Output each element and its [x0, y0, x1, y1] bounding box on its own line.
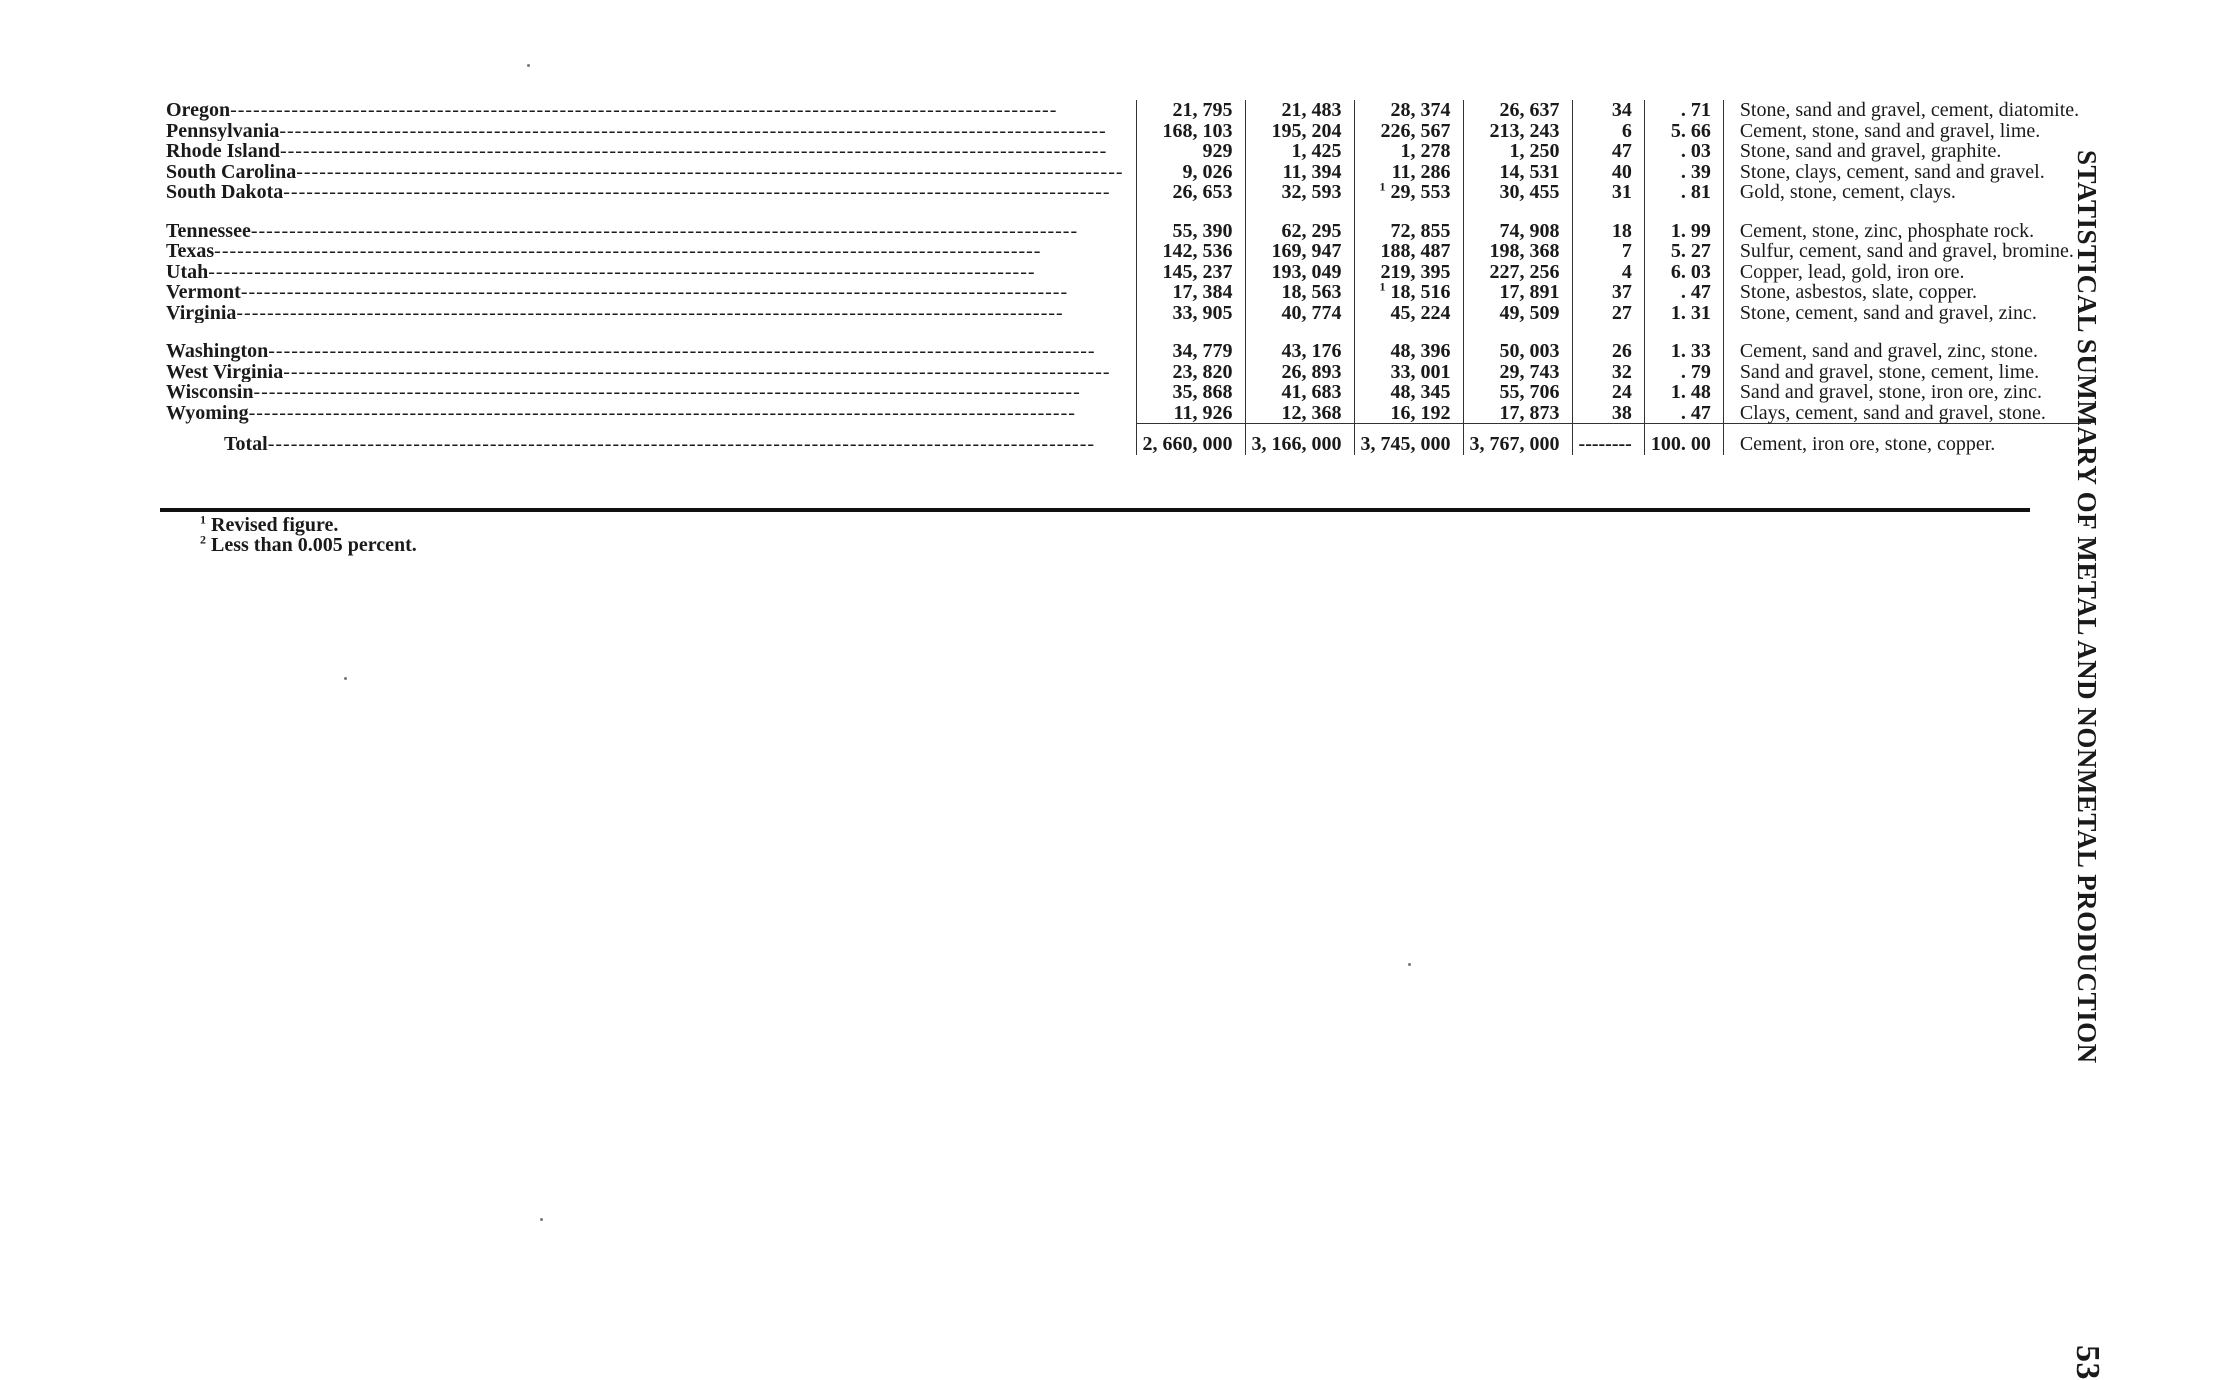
footnote-mark: 2: [200, 532, 206, 547]
principal-products-cell: [1723, 182, 2091, 203]
value-col-2-value: 195, 204: [1271, 119, 1342, 142]
state-production-table: [160, 100, 2091, 455]
value-col-3-value: 72, 855: [1390, 219, 1451, 242]
value-col-2: [1245, 424, 1354, 455]
value-col-3: [1354, 403, 1463, 424]
rank-cell: [1572, 121, 1644, 142]
spacer-cell: [1463, 323, 1572, 341]
value-col-3: [1354, 100, 1463, 121]
state-name: Vermont: [166, 282, 241, 303]
value-col-4: [1463, 182, 1572, 203]
percent-cell: [1644, 341, 1723, 362]
principal-products: Cement, stone, zinc, phosphate rock.: [1739, 219, 2035, 242]
value-col-4: [1463, 221, 1572, 242]
principal-products: Cement, iron ore, stone, copper.: [1739, 433, 1996, 455]
value-col-2: [1245, 362, 1354, 383]
value-col-1: [1136, 100, 1245, 121]
value-col-3: [1354, 341, 1463, 362]
value-col-3: [1354, 362, 1463, 383]
state-name-cell: [160, 362, 1136, 383]
spacer-cell: [1644, 323, 1723, 341]
value-col-3: [1354, 121, 1463, 142]
principal-products: Gold, stone, cement, clays.: [1739, 181, 1956, 203]
percent-cell: [1644, 141, 1723, 162]
percent-cell-value: 6. 03: [1670, 260, 1711, 283]
value-col-4: [1463, 262, 1572, 283]
value-col-4: [1463, 282, 1572, 303]
principal-products-cell: [1723, 241, 2091, 262]
principal-products: Cement, stone, sand and gravel, lime.: [1739, 119, 2041, 142]
percent-cell-value: 100. 00: [1650, 433, 1711, 455]
value-col-4: [1463, 341, 1572, 362]
state-name: Wisconsin: [166, 382, 254, 403]
state-name-cell: [160, 424, 1136, 455]
percent-cell: [1644, 382, 1723, 403]
footnote-ref: 1: [1379, 179, 1386, 194]
state-name-cell: [160, 282, 1136, 303]
table-row: [160, 262, 2091, 283]
value-col-2: [1245, 241, 1354, 262]
principal-products-cell: [1723, 362, 2091, 383]
value-col-1-value: 142, 536: [1162, 240, 1233, 262]
value-col-2-value: 11, 394: [1282, 160, 1342, 183]
state-name-cell: [160, 341, 1136, 362]
rank-cell-value: 7: [1621, 240, 1632, 262]
value-col-1: [1136, 121, 1245, 142]
principal-products: Stone, sand and gravel, cement, diatomite.: [1739, 99, 2080, 121]
group-spacer: [160, 323, 2091, 341]
principal-products-cell: [1723, 100, 2091, 121]
value-col-1-value: 168, 103: [1162, 119, 1233, 142]
percent-cell-value: 1. 48: [1670, 381, 1711, 403]
value-col-4-value: 198, 368: [1489, 240, 1560, 262]
value-col-4-value: 3, 767, 000: [1469, 433, 1560, 455]
value-col-3-value: 18, 516: [1390, 281, 1451, 303]
value-col-4: [1463, 162, 1572, 183]
principal-products-cell: [1723, 341, 2091, 362]
value-col-1: [1136, 362, 1245, 383]
value-col-4: [1463, 241, 1572, 262]
rank-cell-value: 37: [1611, 281, 1632, 303]
table-row: [160, 141, 2091, 162]
rank-cell-value: 47: [1611, 140, 1632, 162]
running-head: [2065, 150, 2109, 1380]
state-name-cell: [160, 262, 1136, 283]
value-col-3-value: 11, 286: [1391, 160, 1451, 183]
value-col-3-value: 45, 224: [1390, 301, 1451, 324]
value-col-3-value: 1, 278: [1400, 140, 1451, 162]
value-col-4-value: 17, 873: [1499, 401, 1560, 424]
percent-cell-value: 1. 99: [1670, 219, 1711, 242]
value-col-1-value: 11, 926: [1173, 401, 1233, 424]
value-col-3-value: 28, 374: [1390, 99, 1451, 121]
value-col-2-value: 26, 893: [1281, 360, 1342, 383]
rank-cell: [1572, 403, 1644, 424]
rank-cell-value: 34: [1611, 99, 1632, 121]
principal-products-cell: [1723, 121, 2091, 142]
value-col-2: [1245, 262, 1354, 283]
state-name-cell: [160, 241, 1136, 262]
value-col-1: [1136, 341, 1245, 362]
value-col-1: [1136, 221, 1245, 242]
principal-products: Sulfur, cement, sand and gravel, bromine.: [1739, 240, 2074, 262]
value-col-2: [1245, 121, 1354, 142]
value-col-1: [1136, 303, 1245, 324]
rank-cell-value: 32: [1611, 360, 1632, 383]
value-col-2-value: 12, 368: [1281, 401, 1342, 424]
principal-products: Clays, cement, sand and gravel, stone.: [1739, 401, 2046, 424]
value-col-4: [1463, 303, 1572, 324]
percent-cell: [1644, 424, 1723, 455]
percent-cell: [1644, 282, 1723, 303]
value-col-1: [1136, 282, 1245, 303]
percent-cell-value: 1. 33: [1670, 340, 1711, 362]
group-spacer: [160, 203, 2091, 221]
value-col-1: [1136, 241, 1245, 262]
value-col-3: [1354, 241, 1463, 262]
value-col-2-value: 32, 593: [1281, 181, 1342, 203]
spacer-cell: [1723, 323, 2091, 341]
statistics-table-container: [160, 99, 2080, 455]
spacer-cell: [1354, 203, 1463, 221]
percent-cell-value: 1. 31: [1670, 301, 1711, 324]
state-name: Washington: [166, 341, 269, 362]
percent-cell-value: . 47: [1680, 401, 1711, 424]
value-col-3: [1354, 262, 1463, 283]
value-col-4-value: 55, 706: [1499, 381, 1560, 403]
spacer-cell: [160, 203, 1136, 221]
principal-products-cell: [1723, 221, 2091, 242]
spacer-cell: [1644, 203, 1723, 221]
value-col-3: [1354, 162, 1463, 183]
percent-cell: [1644, 121, 1723, 142]
value-col-4-value: 213, 243: [1489, 119, 1560, 142]
footnote-text: Less than 0.005 percent.: [211, 534, 417, 556]
value-col-4: [1463, 424, 1572, 455]
value-col-1-value: 929: [1202, 140, 1233, 162]
rank-cell: [1572, 262, 1644, 283]
principal-products: Stone, sand and gravel, graphite.: [1739, 140, 2002, 162]
value-col-2-value: 169, 947: [1271, 240, 1342, 262]
rank-cell: [1572, 341, 1644, 362]
value-col-3: [1354, 141, 1463, 162]
value-col-2-value: 62, 295: [1281, 219, 1342, 242]
state-name: Rhode Island: [166, 141, 280, 162]
value-col-1-value: 21, 795: [1172, 99, 1233, 121]
percent-cell: [1644, 100, 1723, 121]
value-col-2: [1245, 221, 1354, 242]
principal-products: Sand and gravel, stone, iron ore, zinc.: [1739, 381, 2042, 403]
principal-products-cell: [1723, 262, 2091, 283]
state-name: Pennsylvania: [166, 120, 280, 141]
spacer-cell: [1245, 203, 1354, 221]
principal-products-cell: [1723, 403, 2091, 424]
state-name: South Carolina: [166, 161, 297, 182]
value-col-2: [1245, 182, 1354, 203]
value-col-2-value: 1, 425: [1291, 140, 1342, 162]
value-col-4-value: 227, 256: [1489, 260, 1560, 283]
rank-cell: [1572, 100, 1644, 121]
principal-products: Stone, cement, sand and gravel, zinc.: [1739, 301, 2037, 324]
principal-products-cell: [1723, 303, 2091, 324]
value-col-4-value: 50, 003: [1499, 340, 1560, 362]
value-col-4: [1463, 121, 1572, 142]
value-col-2: [1245, 100, 1354, 121]
page-number: 53: [2069, 1345, 2106, 1380]
value-col-1-value: 9, 026: [1182, 160, 1233, 183]
state-name: Total: [224, 432, 268, 455]
value-col-2-value: 3, 166, 000: [1251, 433, 1342, 455]
percent-cell: [1644, 403, 1723, 424]
table-row: [160, 221, 2091, 242]
state-name: Utah: [166, 261, 209, 282]
scan-speck: [344, 677, 347, 680]
rank-cell: [1572, 162, 1644, 183]
value-col-2-value: 193, 049: [1271, 260, 1342, 283]
state-name: Virginia: [166, 302, 237, 323]
value-col-4: [1463, 403, 1572, 424]
principal-products-cell: [1723, 162, 2091, 183]
table-row: [160, 403, 2091, 424]
rank-cell-value: 31: [1611, 181, 1632, 203]
principal-products-cell: [1723, 141, 2091, 162]
state-name: West Virginia: [166, 361, 284, 382]
value-col-3: [1354, 382, 1463, 403]
state-name-cell: [160, 382, 1136, 403]
table-row: [160, 282, 2091, 303]
value-col-1-value: 2, 660, 000: [1142, 433, 1233, 455]
value-col-4-value: 30, 455: [1499, 181, 1560, 203]
table-row: [160, 162, 2091, 183]
rank-cell: [1572, 382, 1644, 403]
state-name-cell: [160, 141, 1136, 162]
value-col-3: [1354, 179, 1463, 203]
scan-speck: [1408, 963, 1411, 966]
percent-cell-value: 5. 27: [1670, 240, 1711, 262]
footnotes: [200, 512, 417, 556]
value-col-1: [1136, 403, 1245, 424]
footnote-2: [200, 532, 417, 556]
state-name: South Dakota: [166, 182, 284, 203]
running-head-title: STATISTICAL SUMMARY OF METAL AND NONMETAL PRODUCTION: [2072, 150, 2103, 1064]
state-name-cell: [160, 182, 1136, 203]
value-col-2: [1245, 382, 1354, 403]
value-col-4-value: 74, 908: [1499, 219, 1560, 242]
state-name-cell: [160, 121, 1136, 142]
spacer-cell: [1463, 203, 1572, 221]
value-col-3-value: 48, 396: [1390, 340, 1451, 362]
percent-cell-value: . 71: [1680, 99, 1711, 121]
value-col-4-value: 1, 250: [1509, 140, 1560, 162]
value-col-1: [1136, 382, 1245, 403]
spacer-cell: [1245, 323, 1354, 341]
value-col-4: [1463, 100, 1572, 121]
table-row: [160, 341, 2091, 362]
rank-cell: [1572, 221, 1644, 242]
value-col-1-value: 33, 905: [1172, 301, 1233, 324]
value-col-4: [1463, 382, 1572, 403]
spacer-cell: [1572, 203, 1644, 221]
value-col-1-value: 55, 390: [1172, 219, 1233, 242]
value-col-2-value: 18, 563: [1281, 281, 1342, 303]
rank-cell-value: 18: [1611, 219, 1632, 242]
value-col-3-value: 29, 553: [1390, 181, 1451, 203]
spacer-cell: [1136, 203, 1245, 221]
principal-products-cell: [1723, 282, 2091, 303]
rank-cell-value: 4: [1621, 260, 1632, 283]
value-col-2: [1245, 303, 1354, 324]
percent-cell-value: 5. 66: [1670, 119, 1711, 142]
state-name-cell: [160, 403, 1136, 424]
value-col-3: [1354, 303, 1463, 324]
value-col-2: [1245, 282, 1354, 303]
percent-cell: [1644, 362, 1723, 383]
principal-products-cell: [1723, 424, 2091, 455]
footnote-1: [200, 512, 417, 536]
rank-cell: [1572, 241, 1644, 262]
rank-cell-value: 40: [1611, 160, 1632, 183]
state-name-cell: [160, 162, 1136, 183]
value-col-1-value: 23, 820: [1172, 360, 1233, 383]
value-col-2-value: 43, 176: [1281, 340, 1342, 362]
value-col-1: [1136, 182, 1245, 203]
rank-cell: [1572, 362, 1644, 383]
footnote-mark: 1: [200, 512, 206, 527]
value-col-1: [1136, 424, 1245, 455]
principal-products: Cement, sand and gravel, zinc, stone.: [1739, 340, 2039, 362]
percent-cell-value: . 39: [1680, 160, 1711, 183]
rank-cell: [1572, 424, 1644, 455]
value-col-1: [1136, 162, 1245, 183]
state-name: Oregon: [166, 100, 231, 121]
value-col-3-value: 33, 001: [1390, 360, 1451, 383]
value-col-1-value: 35, 868: [1172, 381, 1233, 403]
scan-speck: [540, 1218, 543, 1221]
rank-cell: [1572, 303, 1644, 324]
state-name: Texas: [166, 241, 215, 262]
rank-cell-value: 26: [1611, 340, 1632, 362]
total-row: [160, 424, 2091, 455]
principal-products: Sand and gravel, stone, cement, lime.: [1739, 360, 2040, 383]
spacer-cell: [1354, 323, 1463, 341]
value-col-1-value: 145, 237: [1162, 260, 1233, 283]
value-col-1-value: 26, 653: [1172, 181, 1233, 203]
table-row: [160, 241, 2091, 262]
value-col-4: [1463, 141, 1572, 162]
table-row: [160, 303, 2091, 324]
value-col-3-value: 48, 345: [1390, 381, 1451, 403]
footnote-ref: 1: [1379, 279, 1386, 294]
value-col-4-value: 49, 509: [1499, 301, 1560, 324]
principal-products: Stone, asbestos, slate, copper.: [1739, 281, 1977, 303]
rank-cell-value: 27: [1611, 301, 1632, 324]
spacer-cell: [160, 323, 1136, 341]
spacer-cell: [1572, 323, 1644, 341]
value-col-3: [1354, 279, 1463, 303]
percent-cell: [1644, 303, 1723, 324]
percent-cell-value: . 81: [1680, 181, 1711, 203]
value-col-2: [1245, 403, 1354, 424]
value-col-4-value: 17, 891: [1499, 281, 1560, 303]
percent-cell: [1644, 221, 1723, 242]
value-col-2-value: 41, 683: [1281, 381, 1342, 403]
principal-products-cell: [1723, 382, 2091, 403]
value-col-1: [1136, 141, 1245, 162]
rank-cell-value: 24: [1611, 381, 1632, 403]
state-name: Wyoming: [166, 402, 249, 424]
table-row: [160, 362, 2091, 383]
value-col-4-value: 14, 531: [1499, 160, 1560, 183]
footnote-text: Revised figure.: [211, 514, 339, 536]
scan-speck: [527, 64, 530, 67]
value-col-2-value: 40, 774: [1281, 301, 1342, 324]
percent-cell: [1644, 241, 1723, 262]
percent-cell: [1644, 182, 1723, 203]
value-col-3-value: 219, 395: [1380, 260, 1451, 283]
rank-cell-value: 6: [1621, 119, 1632, 142]
rank-cell-value: 38: [1611, 401, 1632, 424]
percent-cell: [1644, 262, 1723, 283]
rank-cell: [1572, 182, 1644, 203]
state-name-cell: [160, 303, 1136, 324]
percent-cell: [1644, 162, 1723, 183]
state-name: Tennessee: [166, 220, 251, 241]
table-row: [160, 100, 2091, 121]
value-col-2: [1245, 162, 1354, 183]
value-col-4: [1463, 362, 1572, 383]
value-col-2: [1245, 341, 1354, 362]
principal-products: Copper, lead, gold, iron ore.: [1739, 260, 1965, 283]
value-col-2: [1245, 141, 1354, 162]
percent-cell-value: . 79: [1680, 360, 1711, 383]
value-col-1-value: 34, 779: [1172, 340, 1233, 362]
value-col-1-value: 17, 384: [1172, 281, 1233, 303]
value-col-3-value: 188, 487: [1380, 240, 1451, 262]
value-col-4-value: 29, 743: [1499, 360, 1560, 383]
table-row: [160, 382, 2091, 403]
table-bottom-rule: [160, 508, 2030, 512]
percent-cell-value: . 47: [1680, 281, 1711, 303]
percent-cell-value: . 03: [1680, 140, 1711, 162]
value-col-3: [1354, 221, 1463, 242]
spacer-cell: [1136, 323, 1245, 341]
rank-cell: [1572, 141, 1644, 162]
state-name-cell: [160, 221, 1136, 242]
value-col-3: [1354, 424, 1463, 455]
value-col-3-value: 3, 745, 000: [1360, 433, 1451, 455]
table-row: [160, 182, 2091, 203]
rank-cell-value: --------: [1578, 433, 1632, 455]
rank-cell: [1572, 282, 1644, 303]
value-col-3-value: 226, 567: [1380, 119, 1451, 142]
value-col-3-value: 16, 192: [1390, 401, 1451, 424]
value-col-4-value: 26, 637: [1499, 99, 1560, 121]
value-col-1: [1136, 262, 1245, 283]
principal-products: Stone, clays, cement, sand and gravel.: [1739, 160, 2045, 183]
table-row: [160, 121, 2091, 142]
spacer-cell: [1723, 203, 2091, 221]
value-col-2-value: 21, 483: [1281, 99, 1342, 121]
state-name-cell: [160, 100, 1136, 121]
